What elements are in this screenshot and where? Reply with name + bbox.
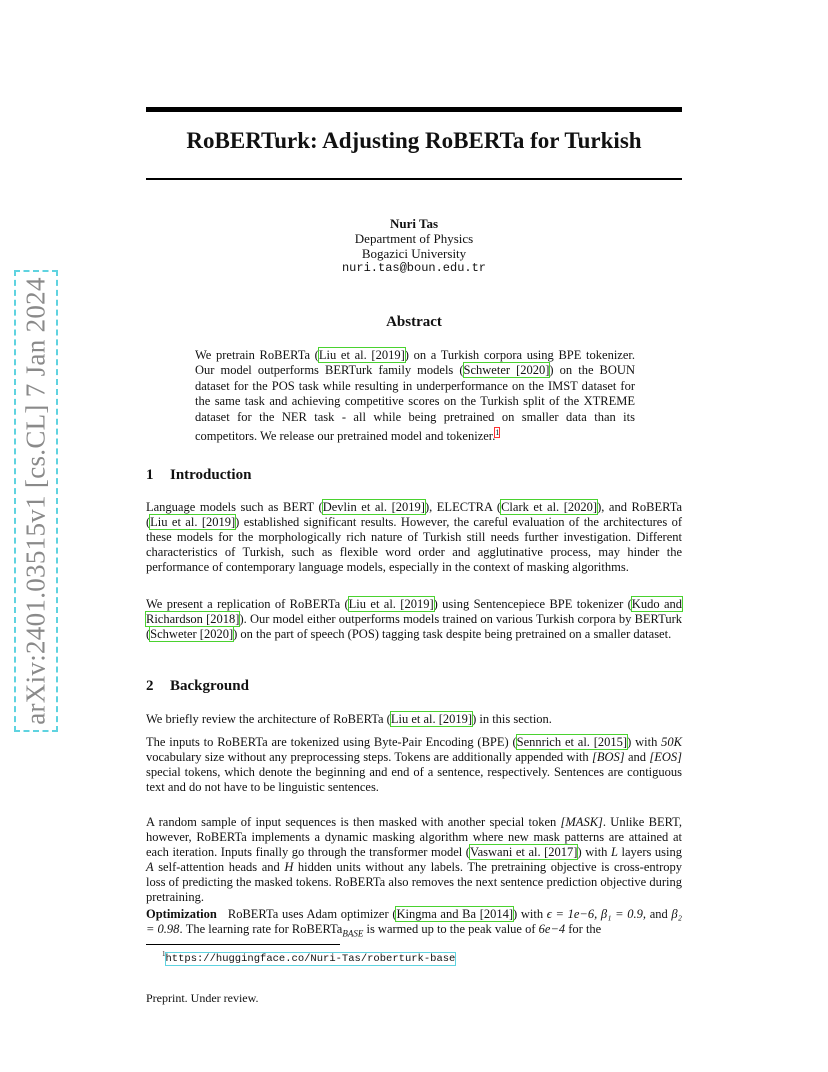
footnote-url-link[interactable]: https://huggingface.co/Nuri-Tas/roberturk-base bbox=[165, 952, 456, 965]
text-run: hidden units without any labels. The pretraining objective is cross-entropy loss of predicting the masked tokens. RoBERTa also removes the next sentence prediction objective during pretraining. bbox=[146, 859, 682, 904]
citation-link[interactable]: Sennrich et al. [2015] bbox=[516, 735, 628, 749]
text-run: ) established significant results. However, the careful evaluation of the architectures of these models for the morphologically rich nature of Turkish still needs further investigation. Different characteristics of Turkish, such as flexible word order and agglutinative process, may hinder the performance of contemporary language models, especially in the context of masking algorithms. bbox=[146, 514, 682, 574]
intro-paragraph-1 bbox=[146, 500, 682, 575]
text-run: . Unlike BERT, however, RoBERTa implements a dynamic masking algorithm where new mask patterns are attained at each iteration. Inputs finally go through the transformer model ( bbox=[146, 815, 682, 859]
citation-link[interactable]: Liu et al. [2019] bbox=[318, 348, 405, 362]
footnote-marker[interactable]: 1 bbox=[495, 428, 500, 438]
citation-link[interactable]: Liu et al. [2019] bbox=[348, 597, 434, 611]
citation-link[interactable]: Liu et al. [2019] bbox=[390, 712, 473, 726]
section-heading-introduction bbox=[146, 467, 251, 484]
text-run: and bbox=[646, 907, 672, 921]
section-number: 2 bbox=[146, 678, 154, 694]
text-run: ) on a Turkish corpora using BPE tokenizer. Our model outperforms BERTurk family models ( bbox=[195, 348, 635, 378]
text-run: ) in this section. bbox=[472, 712, 552, 726]
author-email[interactable]: nuri.tas@boun.edu.tr bbox=[341, 261, 487, 275]
math-inline: β₂ = 0.98 bbox=[146, 907, 682, 936]
citation-link[interactable]: Kudo and Richardson [2018] bbox=[146, 597, 682, 626]
math-inline: [EOS] bbox=[649, 749, 682, 764]
math-inline: A bbox=[146, 859, 154, 874]
math-inline: [MASK] bbox=[560, 815, 603, 829]
footnote bbox=[162, 950, 455, 965]
text-run: vocabulary size without any preprocessing steps. Tokens are additionally appended with bbox=[146, 749, 592, 764]
author-department: Department of Physics bbox=[354, 231, 474, 246]
text-run: ) using Sentencepiece BPE tokenizer ( bbox=[433, 597, 632, 611]
section-heading-background bbox=[146, 678, 249, 695]
math-inline: [BOS] bbox=[592, 749, 625, 764]
math-inline: 50K bbox=[661, 735, 683, 749]
section-number: 1 bbox=[146, 467, 154, 483]
citation-link[interactable]: Schweter [2020] bbox=[463, 363, 550, 378]
citation-link[interactable]: Devlin et al. [2019] bbox=[322, 500, 425, 514]
text-run: ) with bbox=[513, 907, 547, 921]
background-paragraph-3 bbox=[146, 815, 682, 904]
citation-link[interactable]: Vaswani et al. [2017] bbox=[469, 844, 578, 859]
optimization-paragraph bbox=[146, 907, 682, 941]
math-inline: 6e−4 bbox=[538, 921, 566, 936]
text-run: RoBERTa uses Adam optimizer ( bbox=[216, 907, 397, 921]
text-run: is warmed up to the peak value of bbox=[363, 921, 539, 936]
text-run: ) on the part of speech (POS) tagging task despite being pretrained on a smaller dataset. bbox=[233, 626, 672, 641]
text-run: We briefly review the architecture of RoBERTa ( bbox=[146, 712, 391, 726]
background-paragraph-1 bbox=[146, 712, 682, 727]
text-run: ) with bbox=[627, 735, 662, 749]
footnote-number: 1 bbox=[162, 950, 166, 958]
title-rule-top bbox=[146, 107, 682, 112]
citation-link[interactable]: Liu et al. [2019] bbox=[150, 514, 236, 529]
abstract-text bbox=[195, 348, 635, 445]
text-run: for the bbox=[565, 921, 602, 936]
citation-link[interactable]: Schweter [2020] bbox=[150, 626, 234, 641]
math-inline: H bbox=[284, 859, 294, 874]
text-run: We pretrain RoBERTa ( bbox=[195, 348, 319, 362]
text-run: ) with bbox=[577, 844, 611, 859]
text-run: ), ELECTRA ( bbox=[424, 500, 502, 514]
text-run: . The learning rate for RoBERTa bbox=[179, 921, 343, 936]
paragraph-heading-optimization: Optimization bbox=[146, 907, 217, 921]
author-name: Nuri Tas bbox=[389, 216, 439, 231]
text-run: and bbox=[624, 749, 650, 764]
arxiv-stamp bbox=[14, 270, 58, 732]
abstract-heading: Abstract bbox=[386, 314, 442, 330]
text-run: special tokens, which denote the beginning and end of a sentence, respectively. Sentences are contiguous text and do not have to be linguistic sentences. bbox=[146, 764, 682, 794]
footnote-rule bbox=[146, 944, 340, 945]
intro-paragraph-2 bbox=[146, 597, 682, 642]
preprint-notice: Preprint. Under review. bbox=[146, 991, 259, 1005]
background-paragraph-2 bbox=[146, 735, 682, 795]
section-title: Introduction bbox=[170, 467, 252, 483]
text-run: Language models such as BERT ( bbox=[146, 500, 323, 514]
text-run: A random sample of input sequences is then masked with another special token bbox=[146, 815, 561, 829]
citation-link[interactable]: Kingma and Ba [2014] bbox=[396, 907, 514, 921]
author-block bbox=[146, 216, 682, 276]
author-university: Bogazici University bbox=[361, 246, 467, 261]
text-run: ), and RoBERTa ( bbox=[146, 500, 683, 529]
math-inline: L bbox=[611, 844, 618, 859]
math-inline: ϵ = 1e−6, β₁ = 0.9, bbox=[546, 907, 647, 921]
text-run: ). Our model either outperforms models trained on various Turkish corpora by BERTurk ( bbox=[146, 611, 682, 641]
arxiv-stamp-text[interactable]: arXiv:2401.03515v1 [cs.CL] 7 Jan 2024 bbox=[20, 277, 51, 725]
text-run: The inputs to RoBERTa are tokenized using Byte-Pair Encoding (BPE) ( bbox=[146, 735, 517, 749]
text-run: ) on the BOUN dataset for the POS task while resulting in underperformance on the IMST dataset for the same task and achieving competitive scores on the Turkish split of the XTREME dataset for the NER task - all while being pretrained on smaller data than its competitors. We release our pretrained model and tokenizer. bbox=[195, 363, 635, 444]
math-subscript: BASE bbox=[342, 928, 364, 939]
citation-link[interactable]: Clark et al. [2020] bbox=[501, 500, 598, 514]
paper-title: RoBERTurk: Adjusting RoBERTa for Turkish bbox=[186, 128, 642, 153]
title-rule-bottom bbox=[146, 178, 682, 180]
text-run: We present a replication of RoBERTa ( bbox=[146, 597, 349, 611]
text-run: self-attention heads and bbox=[153, 859, 285, 874]
text-run: layers using bbox=[617, 844, 683, 859]
section-title: Background bbox=[170, 678, 249, 694]
